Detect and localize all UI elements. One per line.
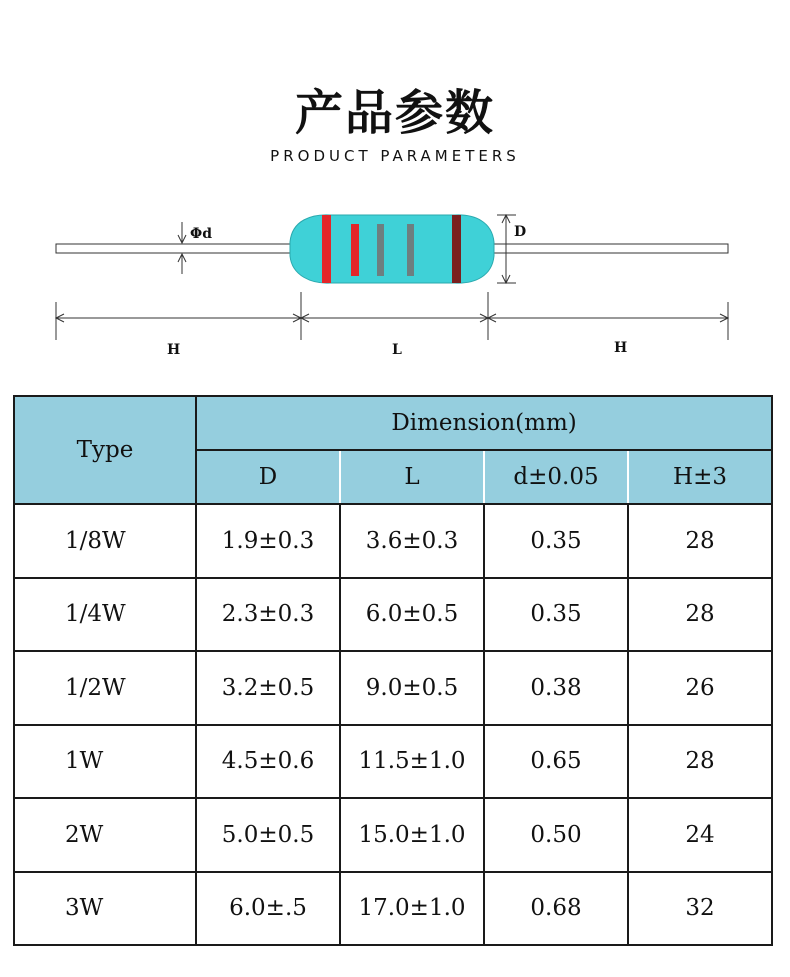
cell-l: 11.5±1.0 <box>340 725 484 799</box>
label-wire-diameter: Φd <box>190 226 212 242</box>
header-col-d: D <box>196 450 340 504</box>
cell-l: 17.0±1.0 <box>340 872 484 946</box>
cell-type: 3W <box>14 872 196 946</box>
cell-wire-d: 0.38 <box>484 651 628 725</box>
cell-l: 9.0±0.5 <box>340 651 484 725</box>
cell-wire-d: 0.35 <box>484 578 628 652</box>
band-2 <box>351 224 359 276</box>
header-type: Type <box>14 396 196 504</box>
cell-d: 1.9±0.3 <box>196 504 340 578</box>
cell-wire-d: 0.50 <box>484 798 628 872</box>
table-row <box>14 798 772 872</box>
resistor-dimension-diagram <box>0 190 790 370</box>
resistor-body <box>290 215 494 283</box>
table-row <box>14 872 772 946</box>
table-row <box>14 578 772 652</box>
cell-l: 15.0±1.0 <box>340 798 484 872</box>
cell-h: 26 <box>628 651 772 725</box>
lead-wire-right <box>490 244 728 253</box>
page-subtitle: PRODUCT PARAMETERS <box>270 147 520 165</box>
header-dimension: Dimension(mm) <box>196 396 772 450</box>
parameters-table <box>13 395 773 946</box>
band-4 <box>407 224 414 276</box>
cell-wire-d: 0.35 <box>484 504 628 578</box>
header-col-l: L <box>340 450 484 504</box>
cell-l: 3.6±0.3 <box>340 504 484 578</box>
table-row <box>14 504 772 578</box>
cell-h: 24 <box>628 798 772 872</box>
cell-h: 32 <box>628 872 772 946</box>
cell-d: 5.0±0.5 <box>196 798 340 872</box>
cell-h: 28 <box>628 578 772 652</box>
label-body-length: L <box>392 342 402 358</box>
page-title: 产品参数 <box>294 85 495 141</box>
band-3 <box>377 224 384 276</box>
label-lead-length-right: H <box>614 340 628 356</box>
band-1 <box>322 215 331 283</box>
table-row <box>14 725 772 799</box>
table-row <box>14 651 772 725</box>
cell-wire-d: 0.65 <box>484 725 628 799</box>
cell-type: 1W <box>14 725 196 799</box>
cell-h: 28 <box>628 725 772 799</box>
header-col-wire-d: d±0.05 <box>484 450 628 504</box>
cell-type: 2W <box>14 798 196 872</box>
cell-h: 28 <box>628 504 772 578</box>
cell-type: 1/4W <box>14 578 196 652</box>
cell-l: 6.0±0.5 <box>340 578 484 652</box>
cell-wire-d: 0.68 <box>484 872 628 946</box>
label-body-diameter: D <box>514 224 527 240</box>
cell-d: 3.2±0.5 <box>196 651 340 725</box>
cell-d: 4.5±0.6 <box>196 725 340 799</box>
band-5 <box>452 215 461 283</box>
table-header <box>14 396 772 504</box>
header-col-h: H±3 <box>628 450 772 504</box>
cell-type: 1/8W <box>14 504 196 578</box>
cell-d: 2.3±0.3 <box>196 578 340 652</box>
lead-wire-left <box>56 244 296 253</box>
cell-d: 6.0±.5 <box>196 872 340 946</box>
label-lead-length-left: H <box>167 342 181 358</box>
cell-type: 1/2W <box>14 651 196 725</box>
